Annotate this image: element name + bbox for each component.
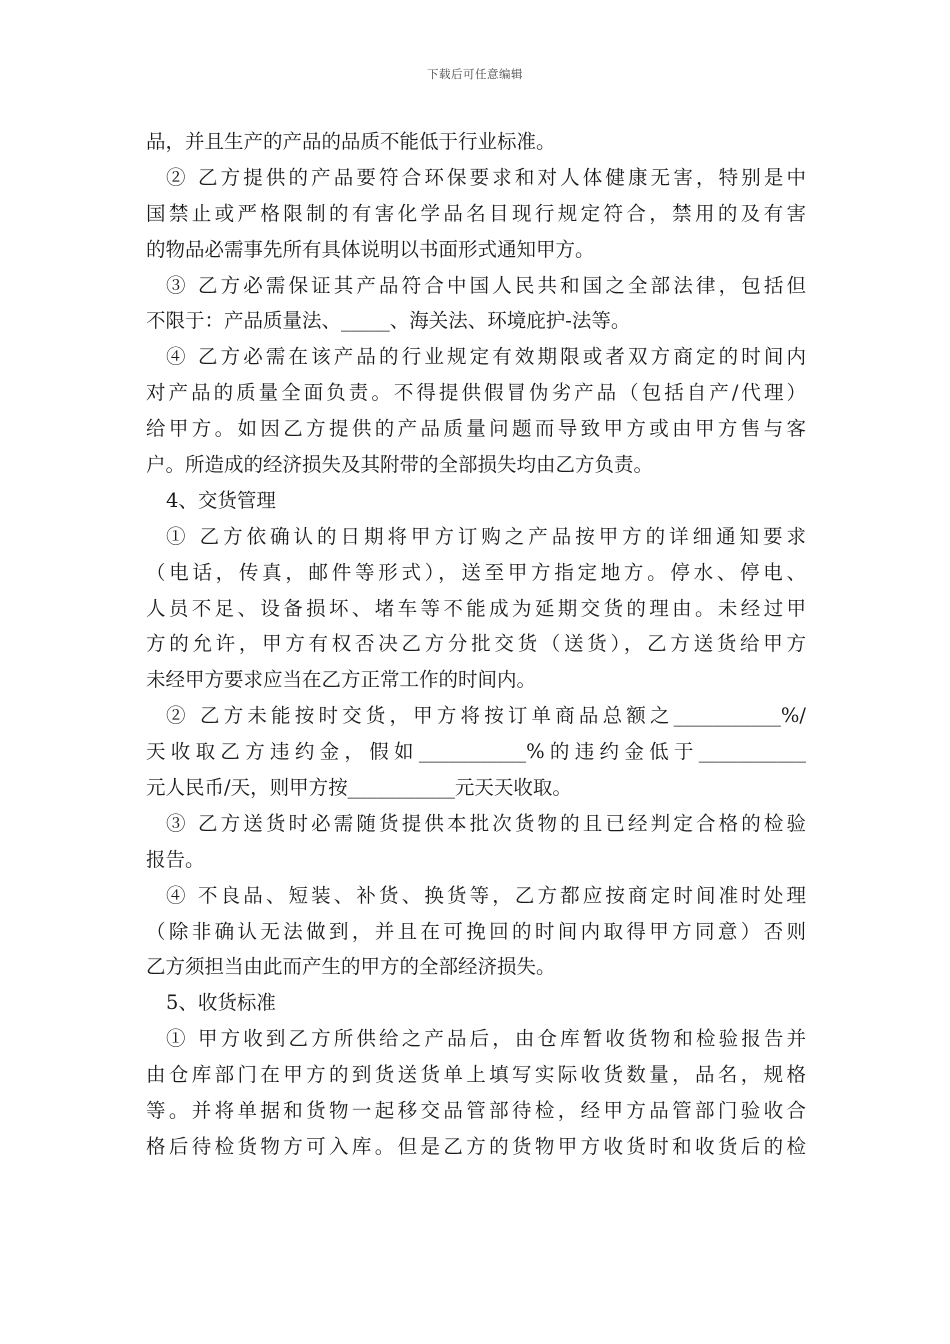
- text-line: 对产品的质量全面负责。不得提供假冒伪劣产品（包括自产/代理）: [146, 381, 806, 405]
- text-line: 元人民币/天，则甲方按___________元天天收取。: [146, 776, 572, 800]
- section-heading: 4、交货管理: [166, 488, 276, 512]
- text-line: ④ 不良品、短装、补货、换货等，乙方都应按商定时间准时处理: [166, 883, 806, 907]
- text-line: 的物品必需事先所有具体说明以书面形式通知甲方。: [146, 237, 595, 261]
- text-line: ③ 乙方送货时必需随货提供本批次货物的且已经判定合格的检验: [166, 811, 806, 835]
- text-line: 国禁止或严格限制的有害化学品名目现行规定符合，禁用的及有害: [146, 201, 806, 225]
- document-body: [146, 124, 806, 1165]
- text-line: ④ 乙方必需在该产品的行业规定有效期限或者双方商定的时间内: [166, 345, 806, 369]
- text-line: ② 乙方提供的产品要符合环保要求和对人体健康无害，特别是中: [166, 165, 806, 189]
- text-line: 乙方须担当由此而产生的甲方的全部经济损失。: [146, 955, 556, 979]
- text-line: ① 乙方依确认的日期将甲方订购之产品按甲方的详细通知要求: [166, 524, 806, 548]
- text-line: 不限于：产品质量法、_____、海关法、环境庇护-法等。: [146, 309, 631, 333]
- text-line: 未经甲方要求应当在乙方正常工作的时间内。: [146, 668, 537, 692]
- text-line: 报告。: [146, 847, 205, 871]
- text-line: ② 乙方未能按时交货，甲方将按订单商品总额之___________%/: [166, 704, 806, 728]
- text-line: 天收取乙方违约金，假如___________%的违约金低于___________: [146, 740, 806, 764]
- text-line: 等。并将单据和货物一起移交品管部待检，经甲方品管部门验收合: [146, 1099, 806, 1123]
- text-line: 方的允许，甲方有权否决乙方分批交货（送货），乙方送货给甲方: [146, 632, 806, 656]
- page-header: 下载后可任意编辑: [427, 67, 523, 81]
- text-line: 给甲方。如因乙方提供的产品质量问题而导致甲方或由甲方售与客: [146, 417, 806, 441]
- section-heading: 5、收货标准: [166, 991, 276, 1015]
- text-line: （电话，传真，邮件等形式），送至甲方指定地方。停水、停电、: [146, 560, 806, 584]
- text-line: 格后待检货物方可入库。但是乙方的货物甲方收货时和收货后的检: [146, 1134, 806, 1158]
- text-line: 由仓库部门在甲方的到货送货单上填写实际收货数量，品名，规格: [146, 1063, 806, 1087]
- text-line: 户。所造成的经济损失及其附带的全部损失均由乙方负责。: [146, 453, 654, 477]
- text-line: ① 甲方收到乙方所供给之产品后，由仓库暂收货物和检验报告并: [166, 1027, 806, 1051]
- text-line: 人员不足、设备损坏、堵车等不能成为延期交货的理由。未经过甲: [146, 596, 806, 620]
- text-line: （除非确认无法做到，并且在可挽回的时间内取得甲方同意）否则: [146, 919, 806, 943]
- text-line: ③ 乙方必需保证其产品符合中国人民共和国之全部法律，包括但: [166, 273, 806, 297]
- text-line: 品，并且生产的产品的品质不能低于行业标准。: [146, 130, 556, 153]
